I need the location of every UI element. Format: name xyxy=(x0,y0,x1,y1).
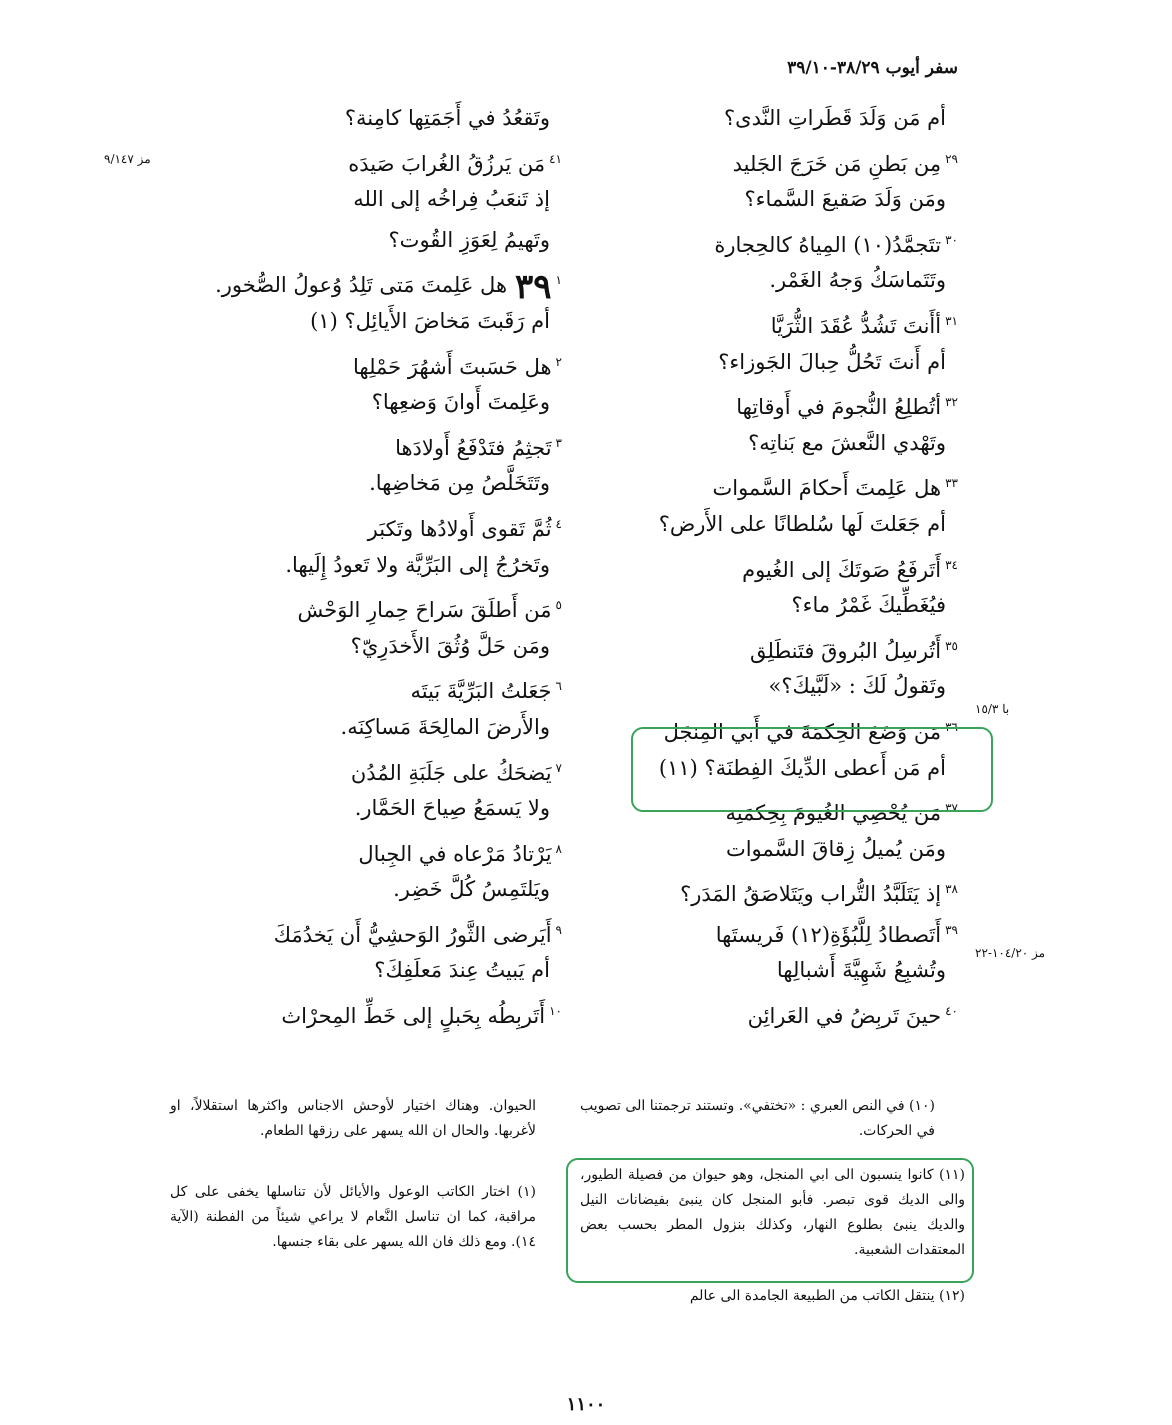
footnote-1: (١) اختار الكاتب الوعول والأيائل لأن تناسلها يخفى على كل مراقبة، كما ان تناسل النَّعام لا يراعي شيئاً من الفطنة (الآية ١٤). ومع ذلك فان الله يسهر على بقاء جنسها. xyxy=(170,1184,536,1250)
verse-line xyxy=(498,950,958,991)
verse-line xyxy=(498,423,958,464)
verse-text: هل حَسَبتَ أَشهُرَ حَمْلِها xyxy=(353,354,552,379)
chapter-number: ٣٩ xyxy=(515,266,552,307)
verse-text: وعَلِمتَ أَوانَ وَضعِها؟ xyxy=(371,390,550,415)
verse-number: ٣٩ xyxy=(945,922,958,937)
verse-number: ٣٠ xyxy=(945,232,958,247)
verse-text: أتُطلِعُ النُّجومَ في أَوقاتِها xyxy=(736,395,942,420)
verse-text: وتَخرُجُ إلى البَرِّيَّة ولا تَعودُ إِلَيها. xyxy=(285,552,550,577)
verse-text: أَيَرضى الثَّورُ الوَحشِيُّ أَن يَخدُمَكَ xyxy=(273,922,552,947)
verse-text: وتَهْدي النَّعشَ مع بَناتِه؟ xyxy=(748,430,946,455)
verse-text: مَن يُحْصِي الغُيومَ بِحِكمَتِه xyxy=(725,801,942,826)
verse-line xyxy=(92,748,562,789)
verse-line xyxy=(92,829,562,870)
verse-text: إذ يَتَلَبَّدُ التُّراب ويَتَلاصَقُ المَدَر؟ xyxy=(680,882,942,907)
verse-text: هل عَلِمتَ أَحكامَ السَّموات xyxy=(712,476,942,501)
verse-text: وتُشبِعُ شَهِيَّةَ أَشبالِها xyxy=(776,958,946,983)
verse-text: يَرْتادُ مَرْعاه في الجِبال xyxy=(358,841,552,866)
verse-text: أم مَن أَعطى الدِّيكَ الفِطنَة؟ (١١) xyxy=(658,755,946,780)
verse-line xyxy=(92,260,562,307)
verse-line xyxy=(92,910,562,951)
verse-line xyxy=(498,382,958,423)
margin-reference: با ١٥/٣ xyxy=(975,702,1010,716)
verse-number: ٩ xyxy=(555,922,562,937)
verse-text: أَتَربِطُه بِحَبلٍ إلى خَطِّ المِحرْاث xyxy=(281,1004,546,1029)
margin-reference: مز ٩/١٤٧ xyxy=(104,152,151,166)
running-header: سفر أيوب ٣٨/٢٩-٣٩/١٠ xyxy=(787,58,958,78)
verse-line xyxy=(498,626,958,667)
verse-text: إذ تَنعَبُ فِراخُه إلى الله xyxy=(353,187,550,212)
verse-line xyxy=(498,545,958,586)
verse-line xyxy=(92,463,562,504)
verse-number: ٧ xyxy=(555,760,562,775)
verse-line xyxy=(498,220,958,261)
verse-column-right xyxy=(498,98,958,1032)
verse-line xyxy=(92,950,562,991)
verse-text: أم جَعَلتَ لَها سُلطانًا على الأَرض؟ xyxy=(658,511,946,536)
verse-number: ٣٧ xyxy=(945,801,958,816)
footnote-11: (١١) كانوا ينسبون الى ابي المنجل، وهو حيوان من فصيلة الطيور، والى الديك قوى تبصر. فأبو المنجل كان ينبئ بفيضانات النيل والديك ينبئ بطلوع النهار، وكذلك بنزول المطر بحسب بعض المعتقدات الشعبية. xyxy=(580,1167,965,1258)
verse-text: ومَن حَلَّ وُثُقَ الأَخدَرِيّ؟ xyxy=(350,633,550,658)
verse-line xyxy=(498,260,958,301)
verse-number: ٣٢ xyxy=(945,395,958,410)
verse-number: ٣٤ xyxy=(945,557,958,572)
footnote-12: (١٢) ينتقل الكاتب من الطبيعة الجامدة الى عالم xyxy=(689,1288,965,1304)
verse-number: ٦ xyxy=(555,679,562,694)
verse-text: وتَهيمُ لِعَوَزِ القُوت؟ xyxy=(388,227,550,252)
verse-text: أَتَصطادُ لِلَّبُؤَةِ(١٢) فَريستَها xyxy=(715,922,942,947)
verse-line xyxy=(498,666,958,707)
footnote-10: (١٠) في النص العبري : «تختفي». وتستند ترجمتنا الى تصويب في الحركات. xyxy=(580,1098,935,1139)
verse-text: ويَلتَمِسُ كُلَّ خَضِر. xyxy=(393,877,550,902)
verse-number: ٢٩ xyxy=(945,151,958,166)
verse-number: ٣٦ xyxy=(945,719,958,734)
verse-line xyxy=(92,666,562,707)
verse-text: مَن أَطلَقَ سَراحَ حِمارِ الوَحْش xyxy=(297,598,552,623)
verse-line xyxy=(92,504,562,545)
verse-text: وتَقولُ لَكَ : «لَبَّيكَ؟» xyxy=(768,674,946,699)
verse-line xyxy=(498,829,958,870)
verse-line xyxy=(92,545,562,586)
verse-line xyxy=(92,788,562,829)
verse-number: ٤٠ xyxy=(945,1004,958,1019)
verse-column-left xyxy=(92,98,562,1032)
verse-text: يَضحَكُ على جَلَبَةِ المُدُن xyxy=(350,760,552,785)
verse-number: ٣٨ xyxy=(945,882,958,897)
verse-line xyxy=(498,98,958,139)
verse-text: مَن وَضَعَ الحِكمَةَ في أَبي المِنجَل xyxy=(663,719,942,744)
verse-text: تتَجمَّدُ(١٠) المِياهُ كالحِجارة xyxy=(714,232,942,257)
verse-number: ٣١ xyxy=(945,313,958,328)
verse-line xyxy=(498,463,958,504)
verse-line xyxy=(92,342,562,383)
verse-number: ٨ xyxy=(555,841,562,856)
verse-line xyxy=(92,220,562,261)
verse-text: أم مَن وَلَدَ قَطَراتِ النَّدى؟ xyxy=(724,106,946,130)
verse-text: وتَتَماسَكُ وَجهُ الغَمْر. xyxy=(769,268,946,293)
verse-line xyxy=(498,869,958,910)
verse-text: حينَ تَربِضُ في العَرائِن xyxy=(747,1004,942,1029)
verse-text: أم رَقَبتَ مَخاضَ الأَيائِل؟ (١) xyxy=(310,308,550,333)
verse-number: ٢ xyxy=(555,354,562,369)
verse-line xyxy=(498,910,958,951)
verse-line xyxy=(498,139,958,180)
verse-line xyxy=(92,382,562,423)
verse-number: ١٠ xyxy=(549,1004,562,1019)
verse-line xyxy=(92,423,562,464)
verse-number: ٤١ xyxy=(549,151,562,166)
verse-line xyxy=(92,301,562,342)
verse-line xyxy=(92,179,562,220)
verse-text: أَتُرسِلُ البُروقَ فتَنطَلِق xyxy=(749,638,942,663)
verse-number: ٤ xyxy=(555,516,562,531)
verse-text: ومَن وَلَدَ صَقيعَ السَّماء؟ xyxy=(744,187,946,212)
verse-line xyxy=(92,626,562,667)
verse-number: ٣ xyxy=(555,435,562,450)
verse-text: والأَرضَ المالِحَةَ مَساكِنَه. xyxy=(340,714,550,739)
verse-text: ولا يَسمَعُ صِياحَ الحَمَّار. xyxy=(354,796,550,821)
verse-text: جَعَلتُ البَرِّيَّةَ بَيتَه xyxy=(410,679,552,704)
verse-text: وتَقعُدُ في أَجَمَتِها كامِنة؟ xyxy=(344,106,550,130)
verse-text: ثُمَّ تَقوى أَولادُها وتَكبَر xyxy=(367,516,552,541)
verse-number: ٣٣ xyxy=(945,476,958,491)
verse-text: أم أَنتَ تَحُلُّ حِبالَ الجَوزاء؟ xyxy=(718,349,946,374)
verse-line xyxy=(92,707,562,748)
verse-number: ١ xyxy=(555,273,562,288)
footnote-continued: الحيوان. وهناك اختيار لأوحش الاجناس واكثرها استقلالاً، او لأغربها. والحال ان الله يسهر على رزقها الطعام. xyxy=(170,1098,536,1139)
verse-text: ومَن يُميلُ زِقاقَ السَّموات xyxy=(725,836,946,861)
page-number: ١١٠٠ xyxy=(566,1394,606,1415)
verse-line xyxy=(498,991,958,1032)
verse-line xyxy=(92,139,562,180)
verse-text: أأَنتَ تَشُدُّ عُقَدَ الثُّرَيَّا xyxy=(770,313,942,338)
verse-text: مَن يَرزُقُ الغُرابَ صَيدَه xyxy=(348,151,546,176)
verse-line xyxy=(92,869,562,910)
verse-text: أم يَبيتُ عِندَ مَعلَفِكَ؟ xyxy=(374,958,550,983)
verse-text: أَتَرفَعُ صَوتَكَ إلى الغُيوم xyxy=(742,557,942,582)
verse-number: ٥ xyxy=(555,598,562,613)
highlight-box-verse-36 xyxy=(631,727,993,812)
verse-line xyxy=(498,179,958,220)
margin-reference: مز ١٠٤/٢٠-٢٢ xyxy=(975,946,1046,960)
verse-line xyxy=(92,98,562,139)
verse-line xyxy=(498,301,958,342)
verse-text: هل عَلِمتَ مَتى تَلِدُ وُعولُ الصُّخور. xyxy=(215,273,508,298)
verse-text: وتَتَخَلَّصُ مِن مَخاضِها. xyxy=(369,471,550,496)
verse-line xyxy=(92,991,562,1032)
verse-text: تَجثِمُ فتَدْفَعُ أَولادَها xyxy=(395,435,552,460)
verse-line xyxy=(498,504,958,545)
verse-line xyxy=(498,585,958,626)
verse-text: فيُغَطِّيكَ غَمْرُ ماء؟ xyxy=(791,593,946,618)
verse-text: مِن بَطنِ مَن خَرَجَ الجَليد xyxy=(732,151,942,176)
verse-number: ٣٥ xyxy=(945,638,958,653)
verse-line xyxy=(92,585,562,626)
verse-line xyxy=(498,342,958,383)
